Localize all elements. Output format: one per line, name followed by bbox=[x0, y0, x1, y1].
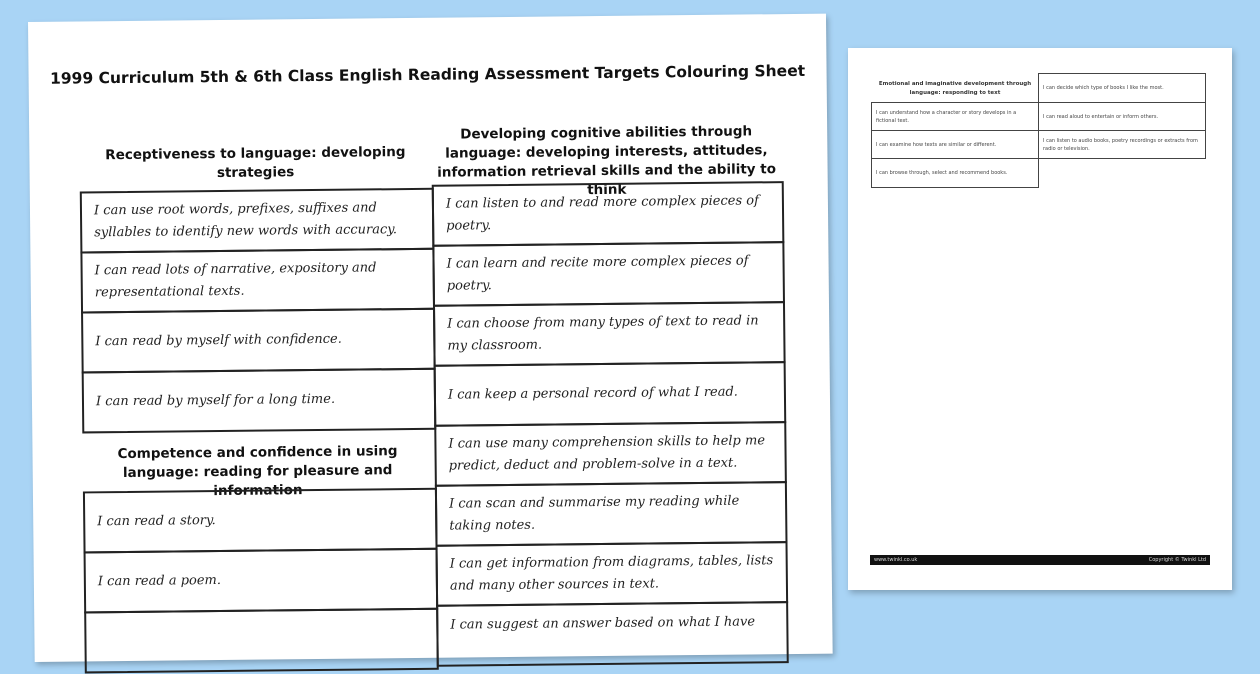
target-cell[interactable]: I can read by myself with confidence. bbox=[81, 308, 436, 374]
target-cell[interactable]: I can get information from diagrams, tables, lists and many other sources in text. bbox=[435, 541, 788, 607]
target-cell[interactable]: I can read by myself for a long time. bbox=[82, 368, 437, 434]
target-cell[interactable]: I can read lots of narrative, expository and representational texts. bbox=[80, 248, 435, 314]
section-header: Competence and confidence in using language: reading for pleasure and information bbox=[117, 443, 398, 500]
target-cell[interactable]: I can read aloud to entertain or inform others. bbox=[1038, 102, 1206, 131]
section-header: Emotional and imaginative development through language: responding to text bbox=[878, 81, 1032, 96]
target-cell[interactable]: I can decide which type of books I like the most. bbox=[1038, 73, 1206, 103]
target-cell[interactable]: I can listen to audio books, poetry recordings or extracts from radio or television. bbox=[1038, 130, 1206, 159]
target-cell[interactable]: I can use root words, prefixes, suffixes and syllables to identify new words with accuracy. bbox=[80, 188, 435, 254]
page-title: 1999 Curriculum 5th & 6th Class English Reading Assessment Targets Colouring Sheet bbox=[49, 61, 806, 88]
target-cell[interactable]: I can suggest an answer based on what I have bbox=[436, 601, 789, 667]
section-header: Developing cognitive abilities through language: developing interests, attitudes, information retrieval skills and the ability to think bbox=[437, 123, 777, 199]
target-cell[interactable] bbox=[84, 608, 439, 674]
target-cell[interactable]: I can examine how texts are similar or different. bbox=[871, 130, 1039, 159]
footer-copyright: Copyright © Twinkl Ltd bbox=[1148, 557, 1206, 563]
target-cell[interactable]: I can understand how a character or story develops in a fictional text. bbox=[871, 102, 1039, 131]
target-cell[interactable]: I can learn and recite more complex pieces of poetry. bbox=[432, 241, 785, 307]
target-cell[interactable]: I can browse through, select and recommend books. bbox=[871, 158, 1039, 188]
target-cell[interactable]: I can keep a personal record of what I read. bbox=[434, 361, 787, 427]
target-cell[interactable]: I can read a poem. bbox=[84, 548, 439, 614]
target-cell[interactable]: I can use many comprehension skills to help me predict, deduct and problem-solve in a text. bbox=[434, 421, 787, 487]
footer-url: www.twinkl.co.uk bbox=[874, 557, 918, 563]
main-page-preview bbox=[28, 14, 833, 662]
page-footer bbox=[870, 555, 1210, 565]
target-cell[interactable]: I can read a story. bbox=[83, 488, 438, 554]
target-cell[interactable]: I can scan and summarise my reading while taking notes. bbox=[435, 481, 788, 547]
target-cell[interactable]: I can listen to and read more complex pieces of poetry. bbox=[432, 181, 785, 247]
section-header: Receptiveness to language: developing strategies bbox=[105, 144, 406, 182]
second-page-preview bbox=[848, 48, 1232, 590]
target-cell[interactable]: I can choose from many types of text to read in my classroom. bbox=[433, 301, 786, 367]
